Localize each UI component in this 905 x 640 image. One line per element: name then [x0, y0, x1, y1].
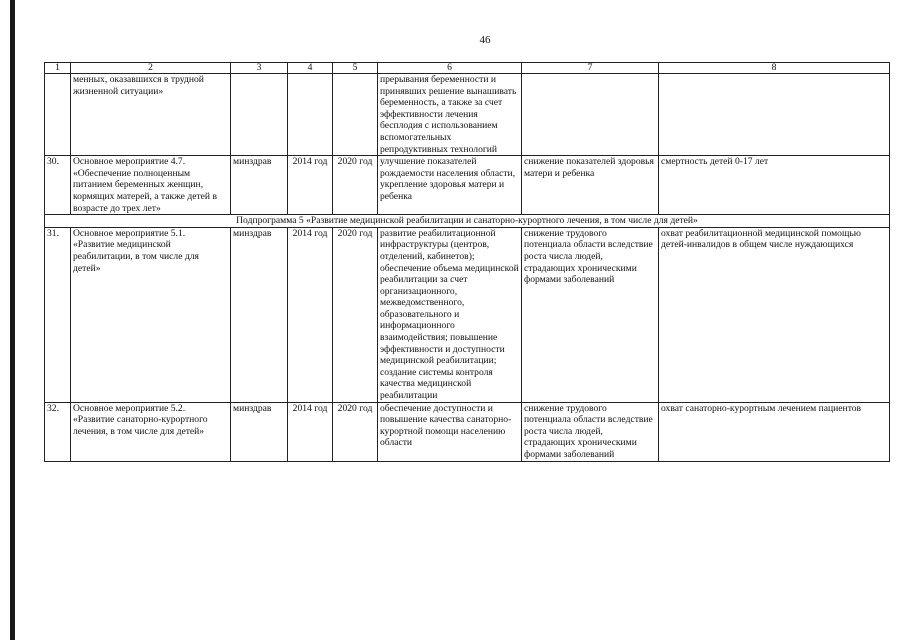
row-number: 30. — [45, 156, 71, 215]
row-number: 32. — [45, 402, 71, 461]
table-row — [45, 227, 890, 402]
column-header: 7 — [522, 63, 659, 74]
indicators — [659, 74, 890, 156]
start-year: 2014 год — [288, 402, 333, 461]
executor — [231, 74, 288, 156]
start-year — [288, 74, 333, 156]
indicators: охват санаторно-курортным лечением пациентов — [659, 402, 890, 461]
end-year — [333, 74, 378, 156]
page-number: 46 — [479, 34, 491, 46]
consequences: снижение трудового потенциала области вследствие роста числа людей, страдающих хроническими формами заболеваний — [522, 227, 659, 402]
binding-bar — [10, 0, 15, 640]
column-header: 2 — [71, 63, 231, 74]
column-header: 1 — [45, 63, 71, 74]
indicators: охват реабилитационной медицинской помощью детей-инвалидов в общем числе нуждающихся — [659, 227, 890, 402]
executor: минздрав — [231, 227, 288, 402]
subprogram-heading: Подпрограмма 5 «Развитие медицинской реабилитации и санаторно-курортного лечения, в том числе для детей» — [45, 215, 890, 228]
expected-results: обеспечение доступности и повышение качества санаторно-курортной помощи населению области — [378, 402, 522, 461]
column-header: 4 — [288, 63, 333, 74]
executor: минздрав — [231, 402, 288, 461]
column-header: 6 — [378, 63, 522, 74]
column-header: 5 — [333, 63, 378, 74]
indicators: смертность детей 0-17 лет — [659, 156, 890, 215]
activity-name: Основное мероприятие 5.1. «Развитие медицинской реабилитации, в том числе для детей» — [71, 227, 231, 402]
consequences: снижение показателей здоровья матери и ребенка — [522, 156, 659, 215]
table-row — [45, 402, 890, 461]
row-number — [45, 74, 71, 156]
activity-name: менных, оказавшихся в трудной жизненной ситуации» — [71, 74, 231, 156]
column-number-row — [45, 63, 890, 74]
row-number: 31. — [45, 227, 71, 402]
start-year: 2014 год — [288, 227, 333, 402]
executor: минздрав — [231, 156, 288, 215]
end-year: 2020 год — [333, 227, 378, 402]
activity-name: Основное мероприятие 5.2. «Развитие санаторно-курортного лечения, в том числе для детей» — [71, 402, 231, 461]
end-year: 2020 год — [333, 156, 378, 215]
program-table — [44, 62, 890, 462]
column-header: 8 — [659, 63, 890, 74]
consequences: снижение трудового потенциала области вследствие роста числа людей, страдающих хроническими формами заболеваний — [522, 402, 659, 461]
expected-results: прерывания беременности и принявших решение вынашивать беременность, а также за счет эффективности лечения бесплодия с использованием вспомогательных репродуктивных технологий — [378, 74, 522, 156]
subprogram-row — [45, 215, 890, 228]
table-row — [45, 156, 890, 215]
end-year: 2020 год — [333, 402, 378, 461]
start-year: 2014 год — [288, 156, 333, 215]
table-row — [45, 74, 890, 156]
consequences — [522, 74, 659, 156]
expected-results: развитие реабилитационной инфраструктуры (центров, отделений, кабинетов); обеспечение объема медицинской реабилитации за счет организационного, межведомственного, образовательного и информационного взаимодействия; повышение эффективности и доступности медицинской реабилитации; создание системы контроля качества медицинской реабилитации — [378, 227, 522, 402]
activity-name: Основное мероприятие 4.7. «Обеспечение полноценным питанием беременных женщин, кормящих матерей, а также детей в возрасте до трех лет» — [71, 156, 231, 215]
column-header: 3 — [231, 63, 288, 74]
expected-results: улучшение показателей рождаемости населения области, укрепление здоровья матери и ребенка — [378, 156, 522, 215]
